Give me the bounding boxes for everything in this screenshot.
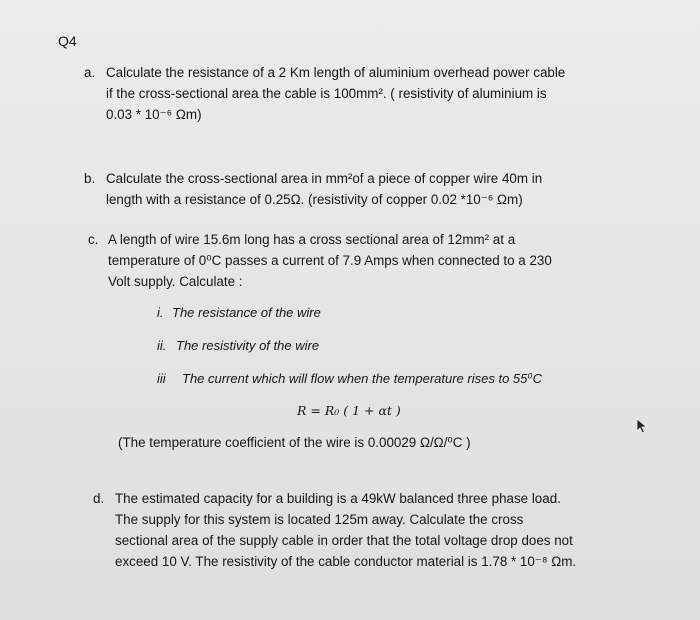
subpart-i-text: The resistance of the wire [172, 305, 321, 320]
part-b-line-1: Calculate the cross-sectional area in mm²of a piece of copper wire 40m in [106, 171, 543, 186]
part-b-label: b. [84, 171, 96, 186]
subpart-i-number: i. [157, 305, 164, 320]
part-c-label: c. [88, 232, 99, 247]
part-d-label: d. [93, 491, 105, 506]
subpart-ii-number: ii. [157, 338, 167, 353]
part-d-line-1: The estimated capacity for a building is a 49kW balanced three phase load. [115, 491, 561, 506]
question-number: Q4 [58, 33, 77, 49]
part-a-label: a. [84, 65, 96, 80]
part-d-line-3: sectional area of the supply cable in order that the total voltage drop does not [115, 533, 573, 548]
temperature-formula: R = R₀ ( 1 + αt ) [297, 403, 401, 418]
part-c-line-2: temperature of 0⁰C passes a current of 7.9 Amps when connected to a 230 [108, 253, 552, 268]
part-a-line-1: Calculate the resistance of a 2 Km length of aluminium overhead power cable [106, 65, 566, 80]
mouse-pointer-icon [636, 418, 648, 434]
subpart-iii-text: The current which will flow when the temperature rises to 55⁰C [182, 371, 542, 386]
part-a-line-2: if the cross-sectional area the cable is 100mm². ( resistivity of aluminium is [106, 86, 547, 101]
part-d-line-2: The supply for this system is located 125m away. Calculate the cross [115, 512, 524, 527]
temperature-coefficient-note: (The temperature coefficient of the wire is 0.00029 Ω/Ω/⁰C ) [118, 435, 471, 450]
subpart-ii-text: The resistivity of the wire [176, 338, 320, 353]
subpart-iii-number: iii [157, 371, 166, 386]
part-d-line-4: exceed 10 V. The resistivity of the cable conductor material is 1.78 * 10⁻⁸ Ωm. [115, 554, 577, 569]
part-c-line-3: Volt supply. Calculate : [108, 274, 243, 289]
part-c-line-1: A length of wire 15.6m long has a cross sectional area of 12mm² at a [108, 232, 516, 247]
part-b-line-2: length with a resistance of 0.25Ω. (resistivity of copper 0.02 *10⁻⁶ Ωm) [106, 192, 523, 207]
part-a-line-3: 0.03 * 10⁻⁶ Ωm) [106, 107, 202, 122]
